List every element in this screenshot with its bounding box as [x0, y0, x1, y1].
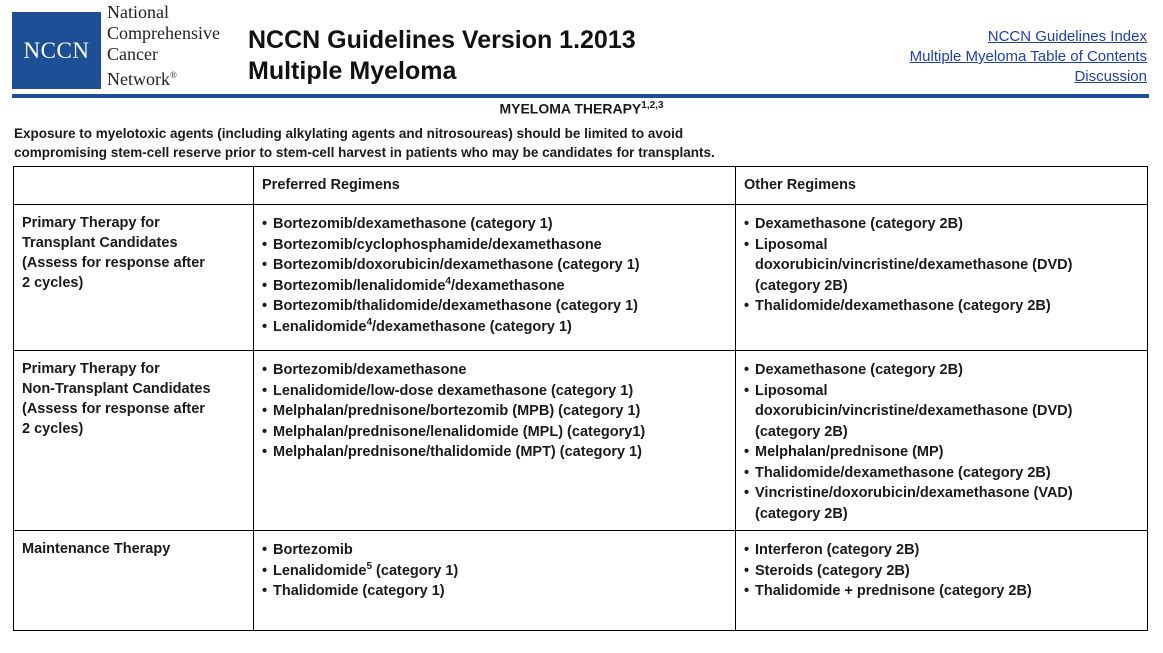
regimen-text-cont: (category 2B) [755, 423, 848, 440]
section-title [0, 100, 1163, 117]
regimen-text-cont: doxorubicin/vincristine/dexamethasone (DVD) [755, 403, 1073, 419]
regimen-item [262, 540, 727, 561]
table-row [14, 351, 1148, 531]
regimen-text: Liposomal [755, 382, 828, 399]
regimen-text: Bortezomib/lenalidomide [273, 277, 446, 294]
org-line-network [107, 65, 220, 90]
regimen-item [262, 360, 727, 381]
regimen-item [744, 483, 1139, 524]
regimen-item [262, 381, 727, 402]
regimen-item [262, 296, 727, 317]
regimen-text: Bortezomib [273, 542, 353, 558]
regimen-text: Lenalidomide/low-dose dexamethasone (category 1) [273, 382, 634, 399]
regimen-item [744, 381, 1139, 443]
other-regimen-list [744, 214, 1139, 317]
regimen-item [262, 422, 727, 443]
regimen-text: Melphalan/prednisone/lenalidomide (MPL) (category1) [273, 423, 646, 440]
regimen-item [744, 463, 1139, 484]
regimen-item [262, 214, 727, 235]
regimen-item [744, 360, 1139, 381]
row-header-line: Non-Transplant Candidates [22, 381, 211, 397]
guidelines-index-link[interactable]: NCCN Guidelines Index [987, 28, 1147, 45]
regimen-text-cont: (category 2B) [755, 277, 848, 294]
registered-mark: ® [169, 70, 177, 80]
section-title-footnotes: 1,2,3 [641, 100, 664, 111]
title-disease: Multiple Myeloma [248, 57, 457, 85]
other-regimen-list [744, 540, 1139, 602]
regimen-item [262, 317, 727, 338]
regimen-text: Bortezomib/dexamethasone [273, 362, 467, 378]
regimen-item [744, 214, 1139, 235]
regimen-text-cont: /dexamethasone (category 1) [372, 318, 572, 335]
section-title-text: MYELOMA THERAPY [499, 100, 642, 117]
regimen-item [262, 401, 727, 422]
row-header-cell [14, 531, 254, 631]
regimen-item [262, 235, 727, 256]
regimen-text-cont: /dexamethasone [450, 277, 565, 294]
regimen-text: Bortezomib/thalidomide/dexamethasone (category 1) [273, 298, 638, 314]
preferred-regimens-cell [254, 205, 736, 351]
org-line: Comprehensive [107, 23, 220, 43]
regimens-table [13, 166, 1148, 631]
regimen-item [262, 581, 727, 602]
regimen-text: Lenalidomide [273, 318, 367, 335]
regimen-item [262, 255, 727, 276]
regimen-text: Thalidomide + prednisone (category 2B) [755, 583, 1032, 599]
regimen-item [262, 442, 727, 463]
regimen-item [744, 442, 1139, 463]
header-cell-other: Other Regimens [736, 167, 1148, 205]
row-header-line: Primary Therapy for [22, 361, 160, 377]
org-line: Cancer [107, 44, 158, 64]
preferred-regimens-cell [254, 351, 736, 531]
row-header-cell [14, 351, 254, 531]
regimen-text: Melphalan/prednisone/bortezomib (MPB) (category 1) [273, 403, 641, 419]
regimen-text: Vincristine/doxorubicin/dexamethasone (VAD) [755, 485, 1073, 501]
header-cell-preferred: Preferred Regimens [254, 167, 736, 205]
regimen-text: Dexamethasone (category 2B) [755, 216, 963, 232]
nccn-logo [12, 12, 101, 89]
regimen-text: Thalidomide/dexamethasone (category 2B) [755, 464, 1051, 481]
preferred-regimen-list [262, 360, 727, 463]
toc-link[interactable]: Multiple Myeloma Table of Contents [909, 48, 1147, 65]
regimen-text: Melphalan/prednisone (MP) [755, 444, 944, 460]
table-row [14, 205, 1148, 351]
logo-abbrev: NCCN [23, 37, 90, 63]
org-name [107, 2, 220, 90]
regimen-item [744, 561, 1139, 582]
document-title [248, 25, 636, 87]
row-header-line: (Assess for response after [22, 401, 205, 417]
regimen-text: Steroids (category 2B) [755, 562, 910, 579]
row-header-cell [14, 205, 254, 351]
footnote-ref: 4 [445, 275, 451, 287]
regimen-text: Bortezomib/cyclophosphamide/dexamethasone [273, 236, 602, 253]
title-version: NCCN Guidelines Version 1.2013 [248, 26, 636, 54]
regimen-item [744, 235, 1139, 297]
regimen-item [744, 581, 1139, 602]
regimen-item [744, 296, 1139, 317]
regimen-text: Melphalan/prednisone/thalidomide (MPT) (category 1) [273, 444, 642, 460]
regimen-text: Thalidomide/dexamethasone (category 2B) [755, 298, 1051, 314]
regimen-text-cont: (category 1) [372, 562, 459, 579]
row-header-line: 2 cycles) [22, 275, 84, 291]
intro-note [14, 124, 1014, 162]
regimen-text: Dexamethasone (category 2B) [755, 362, 963, 378]
regimen-text: Bortezomib/doxorubicin/dexamethasone (category 1) [273, 257, 640, 273]
preferred-regimen-list [262, 214, 727, 337]
header-divider [12, 94, 1149, 98]
regimen-text: Bortezomib/dexamethasone (category 1) [273, 216, 553, 232]
other-regimens-cell [736, 531, 1148, 631]
regimen-item [744, 540, 1139, 561]
regimen-text: Lenalidomide [273, 562, 367, 579]
page-header [0, 0, 1163, 96]
row-header-line: Transplant Candidates [22, 235, 178, 251]
footnote-ref: 5 [366, 560, 373, 572]
row-header-line: 2 cycles) [22, 421, 84, 437]
preferred-regimens-cell [254, 531, 736, 631]
org-line: Network [107, 69, 170, 89]
table-row [14, 531, 1148, 631]
intro-line: Exposure to myelotoxic agents (including alkylating agents and nitrosoureas) should be limited to avoid [14, 126, 684, 141]
other-regimens-cell [736, 351, 1148, 531]
row-header-line: (Assess for response after [22, 255, 205, 271]
table-body [14, 205, 1148, 631]
other-regimens-cell [736, 205, 1148, 351]
intro-line: compromising stem-cell reserve prior to stem-cell harvest in patients who may be candidates for transplants. [14, 145, 715, 160]
nav-links [910, 27, 1147, 87]
regimen-text-cont: doxorubicin/vincristine/dexamethasone (DVD) [755, 257, 1073, 273]
other-regimen-list [744, 360, 1139, 524]
header-cell-blank [14, 167, 254, 205]
regimen-text: Interferon (category 2B) [755, 542, 920, 558]
discussion-link[interactable]: Discussion [1074, 68, 1147, 85]
regimen-text-cont: (category 2B) [755, 505, 848, 522]
row-header-line: Maintenance Therapy [22, 541, 171, 557]
regimen-item [262, 276, 727, 297]
table-header-row [14, 167, 1148, 205]
regimen-item [262, 561, 727, 582]
regimen-text: Thalidomide (category 1) [273, 583, 445, 599]
regimen-text: Liposomal [755, 236, 828, 253]
preferred-regimen-list [262, 540, 727, 602]
row-header-line: Primary Therapy for [22, 215, 160, 231]
org-line: National [107, 2, 169, 22]
footnote-ref: 4 [366, 316, 373, 328]
